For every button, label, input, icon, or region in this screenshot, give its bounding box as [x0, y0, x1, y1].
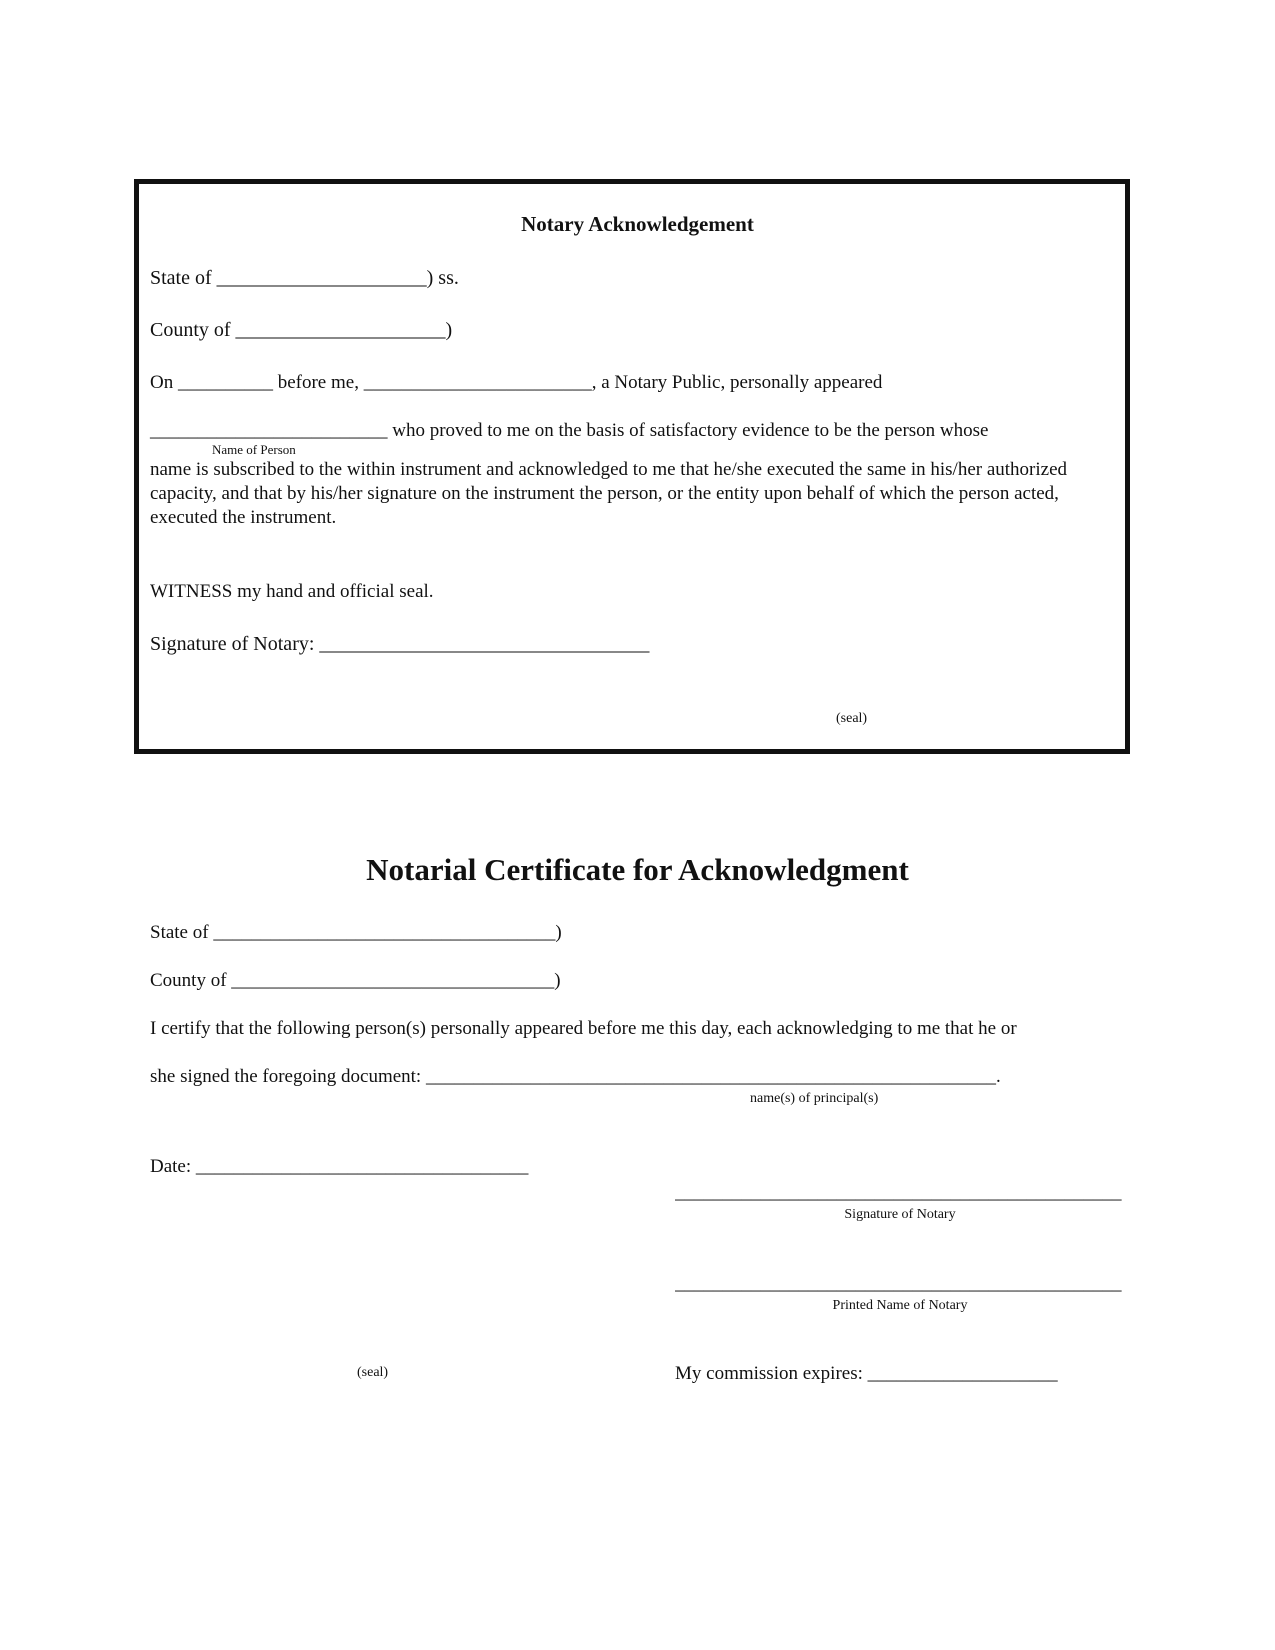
acknowledgement-title: Notary Acknowledgement	[521, 212, 754, 236]
cert-signature-rule: _______________________________________________	[675, 1182, 1122, 1203]
cert-printed-caption: Printed Name of Notary	[832, 1298, 968, 1313]
certificate-title: Notarial Certificate for Acknowledgment	[366, 852, 909, 887]
cert-state-line: State of ____________________________________)	[150, 922, 562, 943]
cert-certify-line-1: I certify that the following person(s) personally appeared before me this day, each acknowledging to me that he or	[150, 1018, 1017, 1039]
ack-county-line: County of _____________________)	[150, 319, 453, 341]
cert-seal-label: (seal)	[357, 1365, 389, 1380]
cert-printed-rule: _______________________________________________	[675, 1273, 1122, 1294]
ack-name-caption: Name of Person	[212, 442, 296, 457]
cert-commission-line: My commission expires: ____________________	[675, 1363, 1058, 1384]
cert-principal-caption: name(s) of principal(s)	[750, 1091, 879, 1106]
ack-state-line: State of _____________________) ss.	[150, 267, 459, 289]
ack-on-line: On __________ before me, ________________________, a Notary Public, personally appeared	[150, 372, 883, 393]
ack-body-text: name is subscribed to the within instrument and acknowledged to me that he/she executed the same in his/her authorized capacity, and that by his/her signature on the instrument the person, or the entity upon behalf of which the person acted, executed the instrument.	[150, 459, 1068, 528]
cert-certify-line-2: she signed the foregoing document: ____________________________________________________________.	[150, 1066, 1001, 1087]
ack-signature-line: Signature of Notary: _________________________________	[150, 633, 650, 655]
ack-seal-label: (seal)	[836, 711, 868, 726]
cert-date-line: Date: ___________________________________	[150, 1156, 529, 1177]
ack-witness-line: WITNESS my hand and official seal.	[150, 581, 434, 602]
ack-person-line: _________________________ who proved to me on the basis of satisfactory evidence to be the person whose	[150, 420, 989, 441]
cert-signature-caption: Signature of Notary	[844, 1207, 956, 1222]
cert-county-line: County of __________________________________)	[150, 970, 561, 991]
